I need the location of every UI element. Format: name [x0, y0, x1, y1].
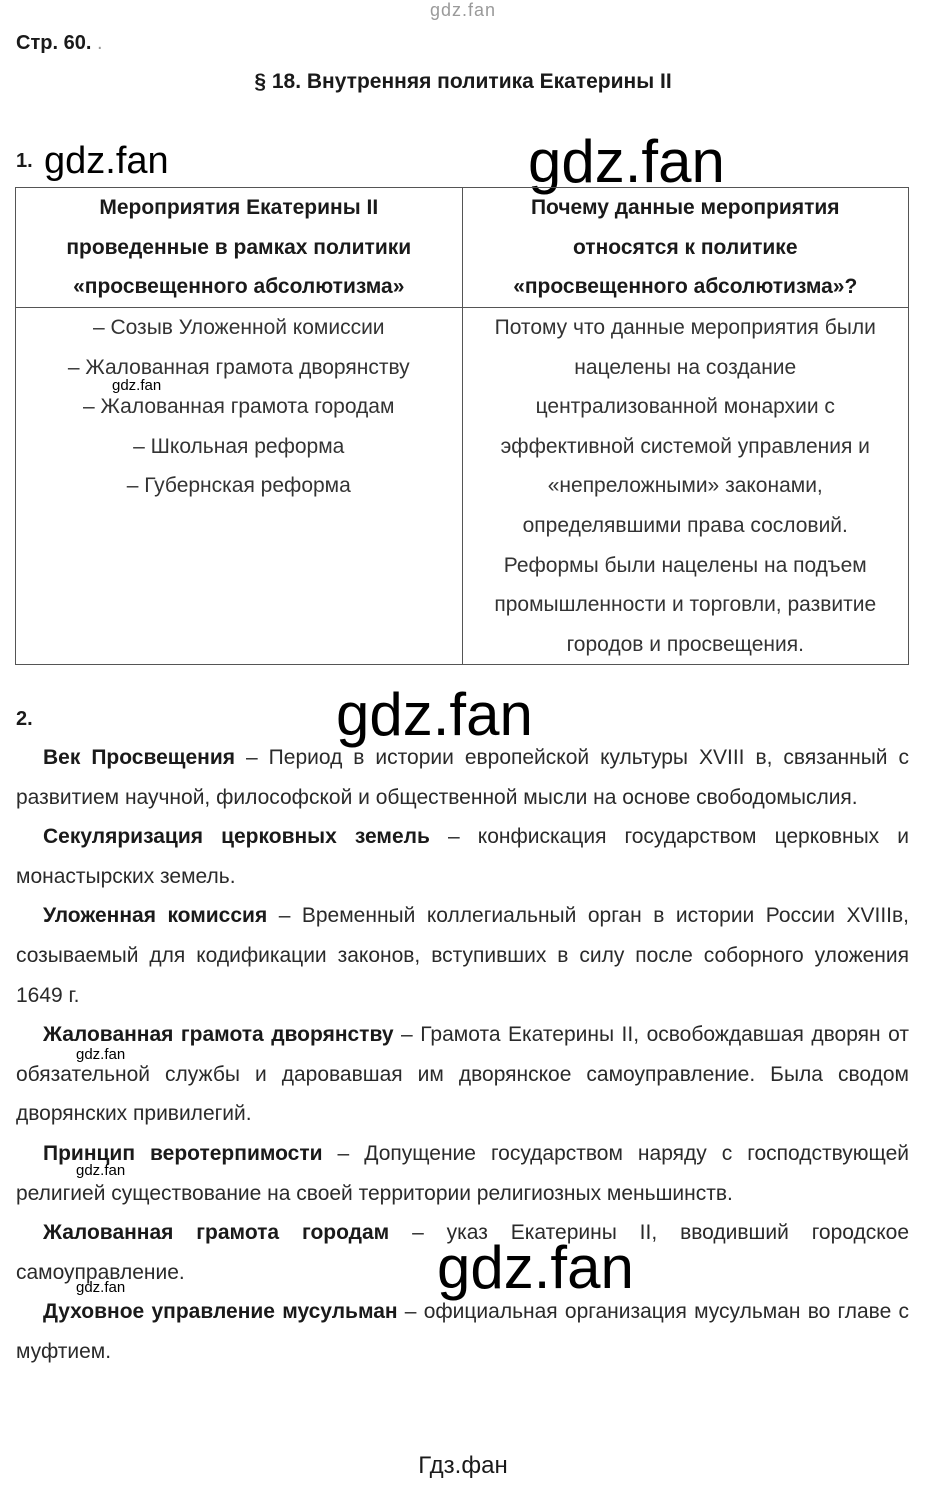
watermark: gdz.fan	[76, 1279, 126, 1296]
watermark: gdz.fan	[112, 377, 162, 394]
header-cell-left	[16, 188, 463, 308]
definition-item	[16, 738, 909, 817]
definition-term: Жалованная грамота городам	[43, 1221, 390, 1245]
footer-watermark: Гдз.фан	[418, 1452, 508, 1479]
header-line: относятся к политике	[573, 235, 798, 259]
watermark: gdz.fan	[437, 1234, 634, 1301]
definition-text: – Допущение государством наряду с господствующей религией существование на своей территории религиозных меньшинств.	[16, 1141, 910, 1205]
definition-item	[16, 1292, 909, 1371]
explanation-cell	[462, 308, 909, 665]
definition-term: Жалованная грамота дворянству	[43, 1023, 394, 1047]
list-item: – Школьная реформа	[133, 434, 345, 458]
definition-text: – Грамота Екатерины II, освобождавшая дворян от обязательной службы и даровавшая им дворянское самоуправление. Была сводом дворянских привилегий.	[16, 1023, 909, 1126]
watermark: gdz.fan	[44, 140, 169, 182]
definition-text: – Период в истории европейской культуры XVIII в, связанный с развитием научной, философской и общественной мысли на основе свободомыслия.	[16, 746, 910, 809]
header-line: «просвещенного абсолютизма»?	[513, 275, 858, 299]
watermark: gdz.fan	[528, 128, 725, 195]
explanation-line: Реформы были нацелены на подъем	[503, 553, 867, 577]
question-1-number: 1.	[16, 150, 33, 172]
list-item: – Жалованная грамота городам	[83, 395, 395, 419]
explanation-line: «непреложными» законами,	[547, 474, 823, 498]
explanation-line: городов и просвещения.	[566, 632, 804, 656]
explanation-line: Потому что данные мероприятия были	[494, 316, 876, 339]
definition-item	[16, 1015, 909, 1134]
header-line: «просвещенного абсолютизма»	[73, 275, 405, 299]
explanation-line: промышленности и торговли, развитие	[494, 593, 877, 617]
reforms-table	[15, 187, 909, 665]
definition-term: Секуляризация церковных земель	[43, 825, 430, 849]
definition-item	[16, 896, 909, 1015]
table-header-row	[16, 188, 909, 308]
header-line: Мероприятия Екатерины II	[99, 196, 379, 219]
reforms-list-cell	[16, 308, 463, 665]
definition-item	[16, 1134, 909, 1213]
definition-term: Уложенная комиссия	[43, 904, 268, 928]
header-line: проведенные в рамках политики	[66, 235, 412, 259]
explanation-line: эффективной системой управления и	[500, 434, 870, 458]
definition-item	[16, 817, 909, 896]
explanation-line: централизованной монархии с	[535, 395, 835, 419]
page-label: Стр. 60. .	[16, 32, 103, 54]
watermark-top: gdz.fan	[430, 0, 497, 20]
watermark: gdz.fan	[76, 1162, 126, 1179]
definition-text: – конфискация государством церковных и монастырских земель.	[16, 825, 909, 888]
definition-term: Духовное управление мусульман	[43, 1300, 398, 1324]
explanation-line: нацелены на создание	[574, 355, 797, 379]
header-cell-right	[462, 188, 909, 308]
header-line: Почему данные мероприятия	[530, 196, 840, 219]
definition-text: – официальная организация мусульман во главе с муфтием.	[16, 1300, 910, 1363]
list-item: – Губернская реформа	[126, 474, 351, 498]
watermark: gdz.fan	[336, 681, 533, 748]
explanation-line: определявшими права сословий.	[522, 513, 848, 537]
table-row	[16, 308, 909, 665]
definition-text: – указ Екатерины II, вводивший городское самоуправление.	[16, 1221, 910, 1284]
question-2-number: 2.	[16, 708, 33, 730]
section-title: § 18. Внутренняя политика Екатерины II	[254, 70, 672, 93]
definition-text: – Временный коллегиальный орган в истории России XVIIIв, созываемый для кодификации законов, вступивших в силу после соборного уложения 1649 г.	[16, 904, 910, 1007]
definition-term: Век Просвещения	[43, 746, 236, 769]
list-item: – Жалованная грамота дворянству	[67, 355, 410, 379]
list-item: – Созыв Уложенной комиссии	[92, 316, 385, 339]
watermark: gdz.fan	[76, 1046, 126, 1063]
definition-term: Принцип веротерпимости	[43, 1141, 323, 1165]
